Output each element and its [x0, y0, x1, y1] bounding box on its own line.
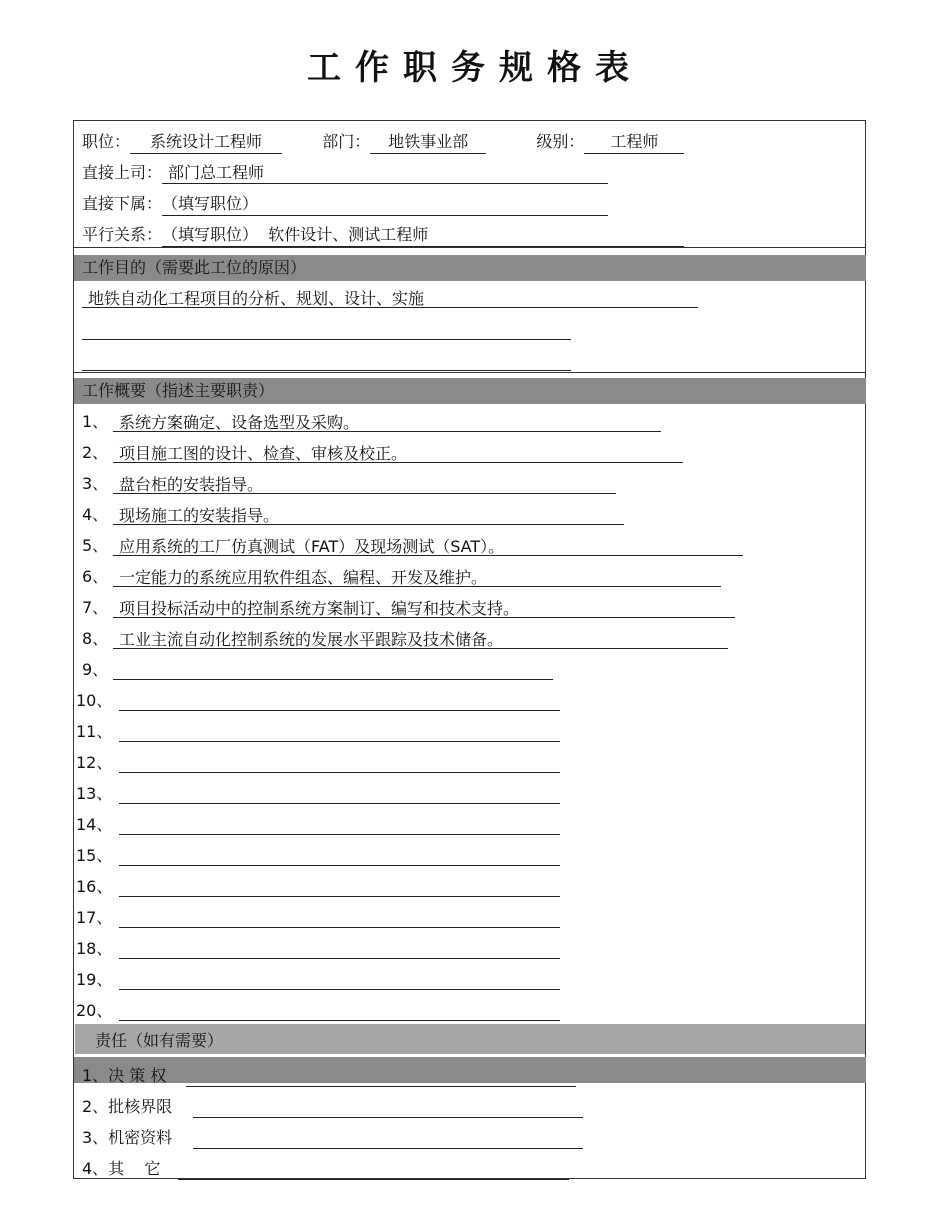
purpose-line-1[interactable]: 地铁自动化工程项目的分析、规划、设计、实施 — [82, 290, 698, 308]
summary-item-number: 2、 — [82, 443, 109, 462]
summary-item-number: 15、 — [76, 846, 113, 865]
summary-item-number: 8、 — [82, 629, 109, 648]
peer-label: 平行关系： — [82, 225, 163, 244]
responsibility-item-field[interactable] — [193, 1099, 583, 1118]
dept-field[interactable]: 地铁事业部 — [370, 131, 486, 154]
summary-item-number: 13、 — [76, 784, 113, 803]
summary-item-number: 9、 — [82, 660, 109, 679]
summary-item-field[interactable]: 应用系统的工厂仿真测试（FAT）及现场测试（SAT）。 — [113, 538, 743, 556]
divider — [74, 372, 866, 373]
summary-item-field[interactable] — [119, 755, 560, 773]
summary-item-field[interactable] — [119, 1003, 560, 1021]
summary-item-number: 12、 — [76, 753, 113, 772]
summary-item-number: 3、 — [82, 474, 109, 493]
summary-item-number: 17、 — [76, 908, 113, 927]
page-title: 工作职务规格表 — [307, 48, 643, 88]
summary-item-field[interactable]: 项目施工图的设计、检查、审核及校正。 — [113, 445, 683, 463]
summary-item-field[interactable] — [119, 693, 560, 711]
summary-item-field[interactable]: 系统方案确定、设备选型及采购。 — [113, 414, 661, 432]
summary-item-number: 11、 — [76, 722, 113, 741]
responsibility-item-field[interactable] — [186, 1068, 576, 1087]
summary-item-field[interactable] — [119, 848, 560, 866]
summary-item-number: 16、 — [76, 877, 113, 896]
purpose-line-2[interactable] — [82, 321, 571, 340]
summary-item-field[interactable] — [119, 724, 560, 742]
summary-item-number: 7、 — [82, 598, 109, 617]
subordinate-label: 直接下属： — [82, 194, 163, 213]
summary-item-field[interactable] — [119, 941, 560, 959]
summary-item-field[interactable]: 现场施工的安装指导。 — [113, 507, 624, 525]
level-label: 级别： — [536, 132, 585, 151]
subordinate-field[interactable]: （填写职位） — [162, 193, 608, 216]
purpose-line-3[interactable] — [82, 352, 571, 371]
divider — [74, 247, 866, 248]
responsibility-item-field[interactable] — [193, 1130, 583, 1149]
summary-item-field[interactable]: 盘台柜的安装指导。 — [113, 476, 616, 494]
summary-item-number: 5、 — [82, 536, 109, 555]
summary-item-number: 18、 — [76, 939, 113, 958]
purpose-heading: 工作目的（需要此工位的原因） — [74, 255, 866, 281]
summary-item-number: 1、 — [82, 412, 109, 431]
summary-item-number: 14、 — [76, 815, 113, 834]
header-row-4 — [82, 221, 684, 249]
summary-item-number: 10、 — [76, 691, 113, 710]
summary-item-number: 6、 — [82, 567, 109, 586]
header-row-1 — [82, 128, 684, 156]
responsibility-item-field[interactable] — [178, 1161, 569, 1180]
summary-item-field[interactable] — [113, 662, 553, 680]
summary-item-field[interactable] — [119, 972, 560, 990]
header-row-3 — [82, 190, 608, 218]
dept-label: 部门： — [322, 132, 371, 151]
responsibility-item-label: 2、批核界限 — [82, 1097, 173, 1116]
summary-item-field[interactable]: 项目投标活动中的控制系统方案制订、编写和技术支持。 — [113, 600, 735, 618]
summary-item-field[interactable] — [119, 879, 560, 897]
header-row-2 — [82, 159, 608, 187]
summary-item-field[interactable]: 一定能力的系统应用软件组态、编程、开发及维护。 — [113, 569, 721, 587]
position-label: 职位： — [82, 132, 131, 151]
responsibility-heading: 责任（如有需要） — [75, 1024, 865, 1054]
summary-item-field[interactable]: 工业主流自动化控制系统的发展水平跟踪及技术储备。 — [113, 631, 728, 649]
supervisor-label: 直接上司： — [82, 163, 163, 182]
summary-heading: 工作概要（指述主要职责） — [74, 378, 866, 404]
summary-item-number: 4、 — [82, 505, 109, 524]
position-field[interactable]: 系统设计工程师 — [130, 131, 282, 154]
summary-item-number: 19、 — [76, 970, 113, 989]
responsibility-item-label: 4、其 它 — [82, 1159, 161, 1178]
summary-item-number: 20、 — [76, 1001, 113, 1020]
responsibility-item-label: 1、决 策 权 — [82, 1066, 167, 1085]
summary-item-field[interactable] — [119, 786, 560, 804]
summary-item-field[interactable] — [119, 910, 560, 928]
responsibility-item-label: 3、机密资料 — [82, 1128, 173, 1147]
level-field[interactable]: 工程师 — [584, 131, 684, 154]
summary-item-field[interactable] — [119, 817, 560, 835]
supervisor-field[interactable]: 部门总工程师 — [162, 162, 608, 184]
peer-field[interactable]: （填写职位） 软件设计、测试工程师 — [162, 224, 684, 247]
